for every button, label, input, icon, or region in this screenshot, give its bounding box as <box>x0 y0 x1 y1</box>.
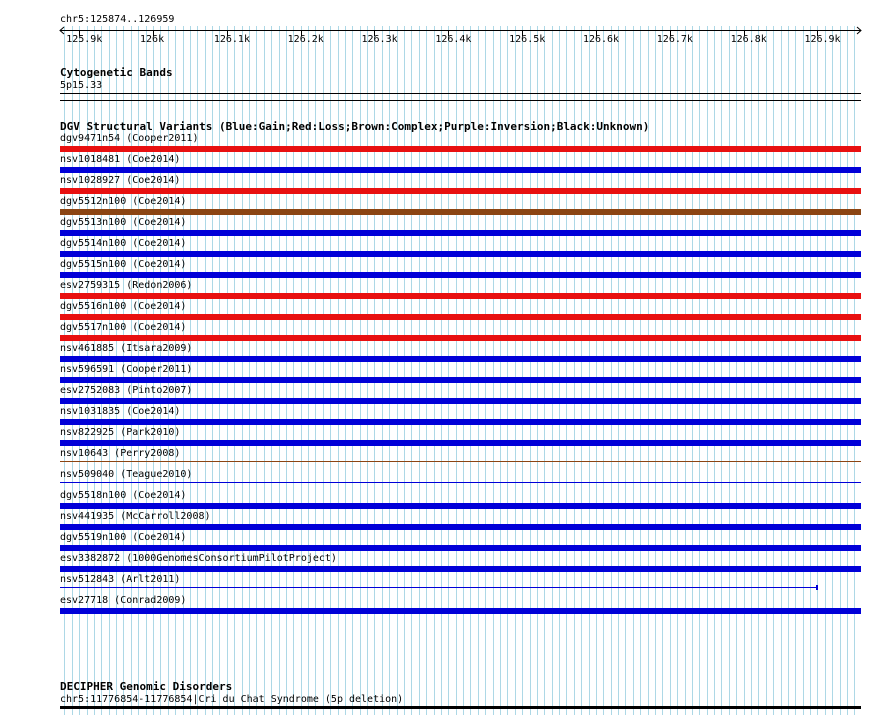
dgv-variant-label[interactable]: esv2752083 (Pinto2007) <box>60 385 193 396</box>
dgv-variant-label[interactable]: esv2759315 (Redon2006) <box>60 280 193 291</box>
ruler-tick-label: 125.9k <box>66 34 103 45</box>
dgv-variant-bar[interactable] <box>60 146 861 152</box>
dgv-variant-label[interactable]: dgv5518n100 (Coe2014) <box>60 490 187 501</box>
cytoband-bar-top <box>60 93 861 94</box>
ruler-tick-label: 126.2k <box>287 34 324 45</box>
decipher-track-title: DECIPHER Genomic Disorders <box>60 680 233 693</box>
dgv-variant-label[interactable]: nsv1028927 (Coe2014) <box>60 175 181 186</box>
dgv-variant-bar[interactable] <box>60 587 817 588</box>
dgv-variant-label[interactable]: esv27718 (Conrad2009) <box>60 595 187 606</box>
dgv-variant-label[interactable]: esv3382872 (1000GenomesConsortiumPilotProject) <box>60 553 337 564</box>
dgv-variant-bar[interactable] <box>60 272 861 278</box>
cytoband-label[interactable]: 5p15.33 <box>60 80 103 91</box>
dgv-variant-label[interactable]: dgv5512n100 (Coe2014) <box>60 196 187 207</box>
ruler-tick-label: 126.9k <box>804 34 841 45</box>
dgv-variant-bar[interactable] <box>60 482 861 483</box>
ruler-tick-label: 126.4k <box>435 34 472 45</box>
dgv-variant-bar[interactable] <box>60 566 861 572</box>
dgv-variant-bar[interactable] <box>60 293 861 299</box>
dgv-variant-label[interactable]: nsv596591 (Cooper2011) <box>60 364 193 375</box>
dgv-variant-label[interactable]: dgv5514n100 (Coe2014) <box>60 238 187 249</box>
dgv-variant-bar[interactable] <box>60 461 861 462</box>
dgv-variant-label[interactable]: dgv5516n100 (Coe2014) <box>60 301 187 312</box>
dgv-variant-bar[interactable] <box>60 209 861 215</box>
dgv-variant-label[interactable]: nsv822925 (Park2010) <box>60 427 181 438</box>
dgv-variant-label[interactable]: nsv10643 (Perry2008) <box>60 448 181 459</box>
ruler-tick-label: 126.8k <box>730 34 767 45</box>
dgv-variant-bar[interactable] <box>60 398 861 404</box>
dgv-variant-bar[interactable] <box>60 251 861 257</box>
ruler-tick-label: 126.3k <box>361 34 398 45</box>
dgv-variant-end-cap <box>816 585 818 590</box>
dgv-track-title: DGV Structural Variants (Blue:Gain;Red:Loss;Brown:Complex;Purple:Inversion;Black:Unknown) <box>60 120 650 133</box>
decipher-feature-bar[interactable] <box>60 706 861 709</box>
dgv-variant-bar[interactable] <box>60 524 861 530</box>
dgv-variant-bar[interactable] <box>60 503 861 509</box>
dgv-variant-bar[interactable] <box>60 335 861 341</box>
dgv-variant-bar[interactable] <box>60 545 861 551</box>
ruler-tick-label: 126.6k <box>582 34 620 45</box>
dgv-variant-bar[interactable] <box>60 230 861 236</box>
ruler-tick-label: 126.5k <box>509 34 546 45</box>
dgv-variant-bar[interactable] <box>60 419 861 425</box>
ruler-tick-label: 126.7k <box>656 34 693 45</box>
cytoband-bar-bottom <box>60 100 861 101</box>
dgv-variant-bar[interactable] <box>60 440 861 446</box>
decipher-entry-label[interactable]: chr5:11776854-11776854|Cri du Chat Syndrome (5p deletion) <box>60 694 404 705</box>
locus-label: chr5:125874..126959 <box>60 14 175 25</box>
dgv-variant-label[interactable]: dgv5517n100 (Coe2014) <box>60 322 187 333</box>
dgv-variant-label[interactable]: nsv509040 (Teague2010) <box>60 469 193 480</box>
dgv-variant-bar[interactable] <box>60 167 861 173</box>
ruler-tick-label: 126k <box>140 34 165 45</box>
dgv-variant-label[interactable]: nsv1018481 (Coe2014) <box>60 154 181 165</box>
cytoband-track-title: Cytogenetic Bands <box>60 66 173 79</box>
dgv-variant-label[interactable]: nsv441935 (McCarroll2008) <box>60 511 211 522</box>
dgv-variant-label[interactable]: dgv5515n100 (Coe2014) <box>60 259 187 270</box>
dgv-variant-label[interactable]: dgv5519n100 (Coe2014) <box>60 532 187 543</box>
dgv-variant-bar[interactable] <box>60 356 861 362</box>
ruler-tick-label: 126.1k <box>213 34 250 45</box>
dgv-variant-bar[interactable] <box>60 188 861 194</box>
dgv-variant-bar[interactable] <box>60 314 861 320</box>
dgv-variant-label[interactable]: nsv1031835 (Coe2014) <box>60 406 181 417</box>
dgv-variant-label[interactable]: nsv512843 (Arlt2011) <box>60 574 181 585</box>
dgv-variant-label[interactable]: dgv9471n54 (Cooper2011) <box>60 133 199 144</box>
dgv-variant-label[interactable]: nsv461885 (Itsara2009) <box>60 343 193 354</box>
dgv-variant-label[interactable]: dgv5513n100 (Coe2014) <box>60 217 187 228</box>
dgv-variant-bar[interactable] <box>60 608 861 614</box>
dgv-variant-bar[interactable] <box>60 377 861 383</box>
